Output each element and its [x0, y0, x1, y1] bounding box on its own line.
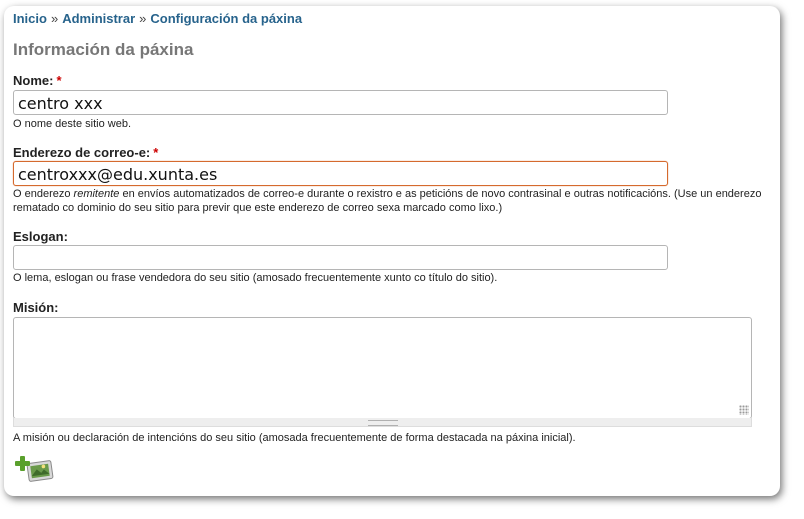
breadcrumb-separator: » — [50, 11, 59, 26]
email-help-emphasis: remitente — [73, 188, 120, 200]
slogan-label: Eslogan: — [13, 229, 68, 244]
email-label — [13, 145, 158, 160]
site-email-input[interactable] — [13, 161, 668, 186]
name-label — [13, 73, 62, 88]
name-label-text: Nome: — [13, 73, 54, 88]
breadcrumb-site-config-link[interactable]: Configuración da páxina — [150, 11, 303, 26]
required-marker: * — [153, 145, 159, 160]
name-help-text: O nome deste sitio web. — [13, 118, 132, 130]
email-help-text — [13, 187, 778, 215]
add-image-button[interactable] — [14, 454, 54, 484]
textarea-grippie[interactable] — [13, 418, 752, 427]
page-title: Información da páxina — [13, 40, 194, 59]
site-name-input[interactable] — [13, 90, 668, 115]
slogan-input[interactable] — [13, 245, 668, 270]
breadcrumb — [13, 11, 302, 26]
breadcrumb-admin-link[interactable]: Administrar — [62, 11, 136, 26]
mission-label: Misión: — [13, 300, 59, 315]
mission-textarea-wrapper — [13, 317, 752, 429]
email-help-part1: O enderezo — [13, 188, 74, 200]
resize-handle-icon[interactable] — [739, 405, 749, 415]
email-help-part2: en envíos automatizados de correo-e durante o rexistro e as peticións de novo contrasinal e outras notificacións. (Use un enderezo rematado co dominio do seu sitio para previr que este enderezo de correo sexa marcado como lixo.) — [13, 188, 762, 214]
add-image-icon — [14, 454, 54, 484]
mission-help-text: A misión ou declaración de intencións do seu sitio (amosada frecuentemente de forma destacada na páxina inicial). — [13, 432, 576, 444]
breadcrumb-separator: » — [139, 11, 147, 26]
grip-lines-icon — [368, 420, 398, 426]
email-label-text: Enderezo de correo-e: — [13, 145, 151, 160]
slogan-help-text: O lema, eslogan ou frase vendedora do seu sitio (amosado frecuentemente xunto co título do sitio). — [13, 272, 498, 284]
required-marker: * — [56, 73, 62, 88]
breadcrumb-home-link[interactable]: Inicio — [13, 11, 47, 26]
mission-textarea[interactable] — [13, 317, 752, 419]
